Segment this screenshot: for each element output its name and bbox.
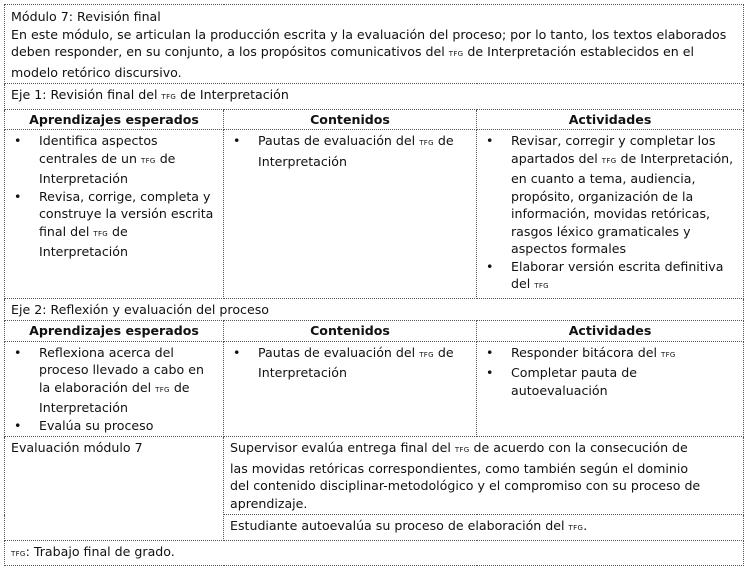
item-text: Pautas de evaluación del — [258, 344, 416, 360]
intro-text-after: de Interpretación establecidos en el modelo retórico discursivo. — [11, 44, 695, 80]
item-text: Revisa, corrige, completa y construye la versión escrita final del — [39, 188, 214, 239]
tfg-abbr: TFG — [141, 156, 156, 165]
supervisor-text-after: de acuerdo con la consecución de las movidas retóricas correspondientes, como también según el dominio del contenido disciplinar-metodológico y el compromiso con su proceso de aprendizaje. — [230, 440, 701, 511]
eje2-actividades-list — [483, 344, 737, 400]
list-item — [483, 344, 737, 365]
header-contenidos: Contenidos — [224, 109, 477, 130]
tfg-abbr: TFG — [448, 50, 464, 58]
tfg-abbr: TFG — [419, 139, 434, 147]
evaluacion-row-supervisor — [5, 437, 744, 515]
list-item — [11, 344, 217, 417]
eje2-contenidos-cell — [224, 341, 477, 437]
item-text: Identifica aspectos centrales de un — [39, 133, 158, 166]
eje1-content-row — [5, 130, 744, 299]
list-item — [230, 344, 470, 382]
eje1-aprendizajes-list — [11, 132, 217, 261]
eje2-aprendizajes-cell — [5, 341, 224, 437]
module-table — [4, 4, 744, 566]
item-text: de Interpretación, en cuanto a tema, audiencia, propósito, organización de la información, movidas retóricas, rasgos léxico gramaticales y aspectos formales — [511, 150, 734, 256]
header-aprendizajes: Aprendizajes esperados — [5, 109, 224, 130]
evaluacion-label: Evaluación módulo 7 — [5, 437, 224, 541]
evaluacion-estudiante-cell — [224, 515, 744, 541]
eje2-content-row — [5, 341, 744, 437]
tfg-abbr: TFG — [11, 549, 26, 558]
item-text: de Interpretación — [258, 133, 454, 169]
list-item — [483, 132, 737, 258]
item-text: Responder bitácora del — [511, 344, 658, 360]
module-intro-cell — [5, 5, 744, 84]
list-item — [230, 132, 470, 170]
footnote-cell — [5, 540, 744, 566]
eje1-title-cell — [5, 84, 744, 110]
list-item — [483, 258, 737, 296]
list-item — [11, 188, 217, 261]
item-text: Revisar, corregir y completar los apartados del — [511, 133, 716, 166]
item-text: Evalúa su proceso — [39, 417, 154, 433]
tfg-abbr: TFG — [661, 350, 676, 359]
tfg-abbr: TFG — [93, 229, 109, 238]
module-intro-text — [11, 26, 737, 82]
header-actividades: Actividades — [477, 321, 744, 342]
item-text: Completar pauta de autoevaluación — [511, 365, 637, 398]
evaluacion-supervisor-cell — [224, 437, 744, 515]
list-item — [483, 364, 737, 399]
estudiante-text-before: Estudiante autoevalúa su proceso de elaboración del — [230, 518, 565, 533]
list-item — [11, 132, 217, 188]
item-text: de Interpretación — [258, 344, 454, 380]
eje2-contenidos-list — [230, 344, 470, 382]
eje1-title-before: Eje 1: Revisión final del — [11, 87, 158, 102]
header-contenidos: Contenidos — [224, 321, 477, 342]
eje2-aprendizajes-list — [11, 344, 217, 435]
eje2-title-cell: Eje 2: Reflexión y evaluación del proceso — [5, 298, 744, 321]
eje1-actividades-list — [483, 132, 737, 296]
supervisor-text-before: Supervisor evalúa entrega final del — [230, 440, 451, 455]
tfg-abbr: TFG — [419, 350, 434, 359]
module-7-document — [4, 4, 743, 566]
tfg-abbr: TFG — [601, 156, 617, 165]
eje1-title-row — [5, 84, 744, 110]
estudiante-text-after: . — [583, 518, 588, 533]
item-text: Elaborar versión escrita definitiva del — [511, 258, 724, 291]
tfg-abbr: TFG — [155, 385, 170, 394]
module-title: Módulo 7: Revisión final — [11, 9, 161, 24]
footnote-row — [5, 540, 744, 566]
footnote-text: : Trabajo final de grado. — [25, 543, 175, 559]
item-text: de Interpretación — [39, 379, 190, 415]
tfg-abbr: TFG — [568, 524, 584, 532]
eje2-header-row — [5, 321, 744, 342]
eje1-aprendizajes-cell — [5, 130, 224, 299]
eje1-title-after: de Interpretación — [180, 87, 289, 102]
list-item — [11, 417, 217, 435]
tfg-abbr: TFG — [161, 93, 177, 101]
eje1-header-row — [5, 109, 744, 130]
tfg-abbr: TFG — [534, 282, 549, 290]
eje2-actividades-cell — [477, 341, 744, 437]
item-text: de Interpretación — [39, 150, 176, 186]
header-actividades: Actividades — [477, 109, 744, 130]
tfg-abbr: TFG — [454, 446, 470, 454]
item-text: Reflexiona acerca del proceso llevado a cabo en la elaboración del — [39, 344, 204, 395]
item-text: Pautas de evaluación del — [258, 133, 416, 148]
eje2-title-row — [5, 298, 744, 321]
header-aprendizajes: Aprendizajes esperados — [5, 321, 224, 342]
eje1-contenidos-list — [230, 132, 470, 170]
eje1-actividades-cell — [477, 130, 744, 299]
eje1-contenidos-cell — [224, 130, 477, 299]
intro-text-before: En este módulo, se articulan la producción escrita y la evaluación del proceso; por lo tanto, los textos elaborados deben responder, en su conjunto, a los propósitos comunicativos del — [11, 26, 727, 59]
item-text: de Interpretación — [39, 223, 128, 259]
module-intro-row — [5, 5, 744, 84]
